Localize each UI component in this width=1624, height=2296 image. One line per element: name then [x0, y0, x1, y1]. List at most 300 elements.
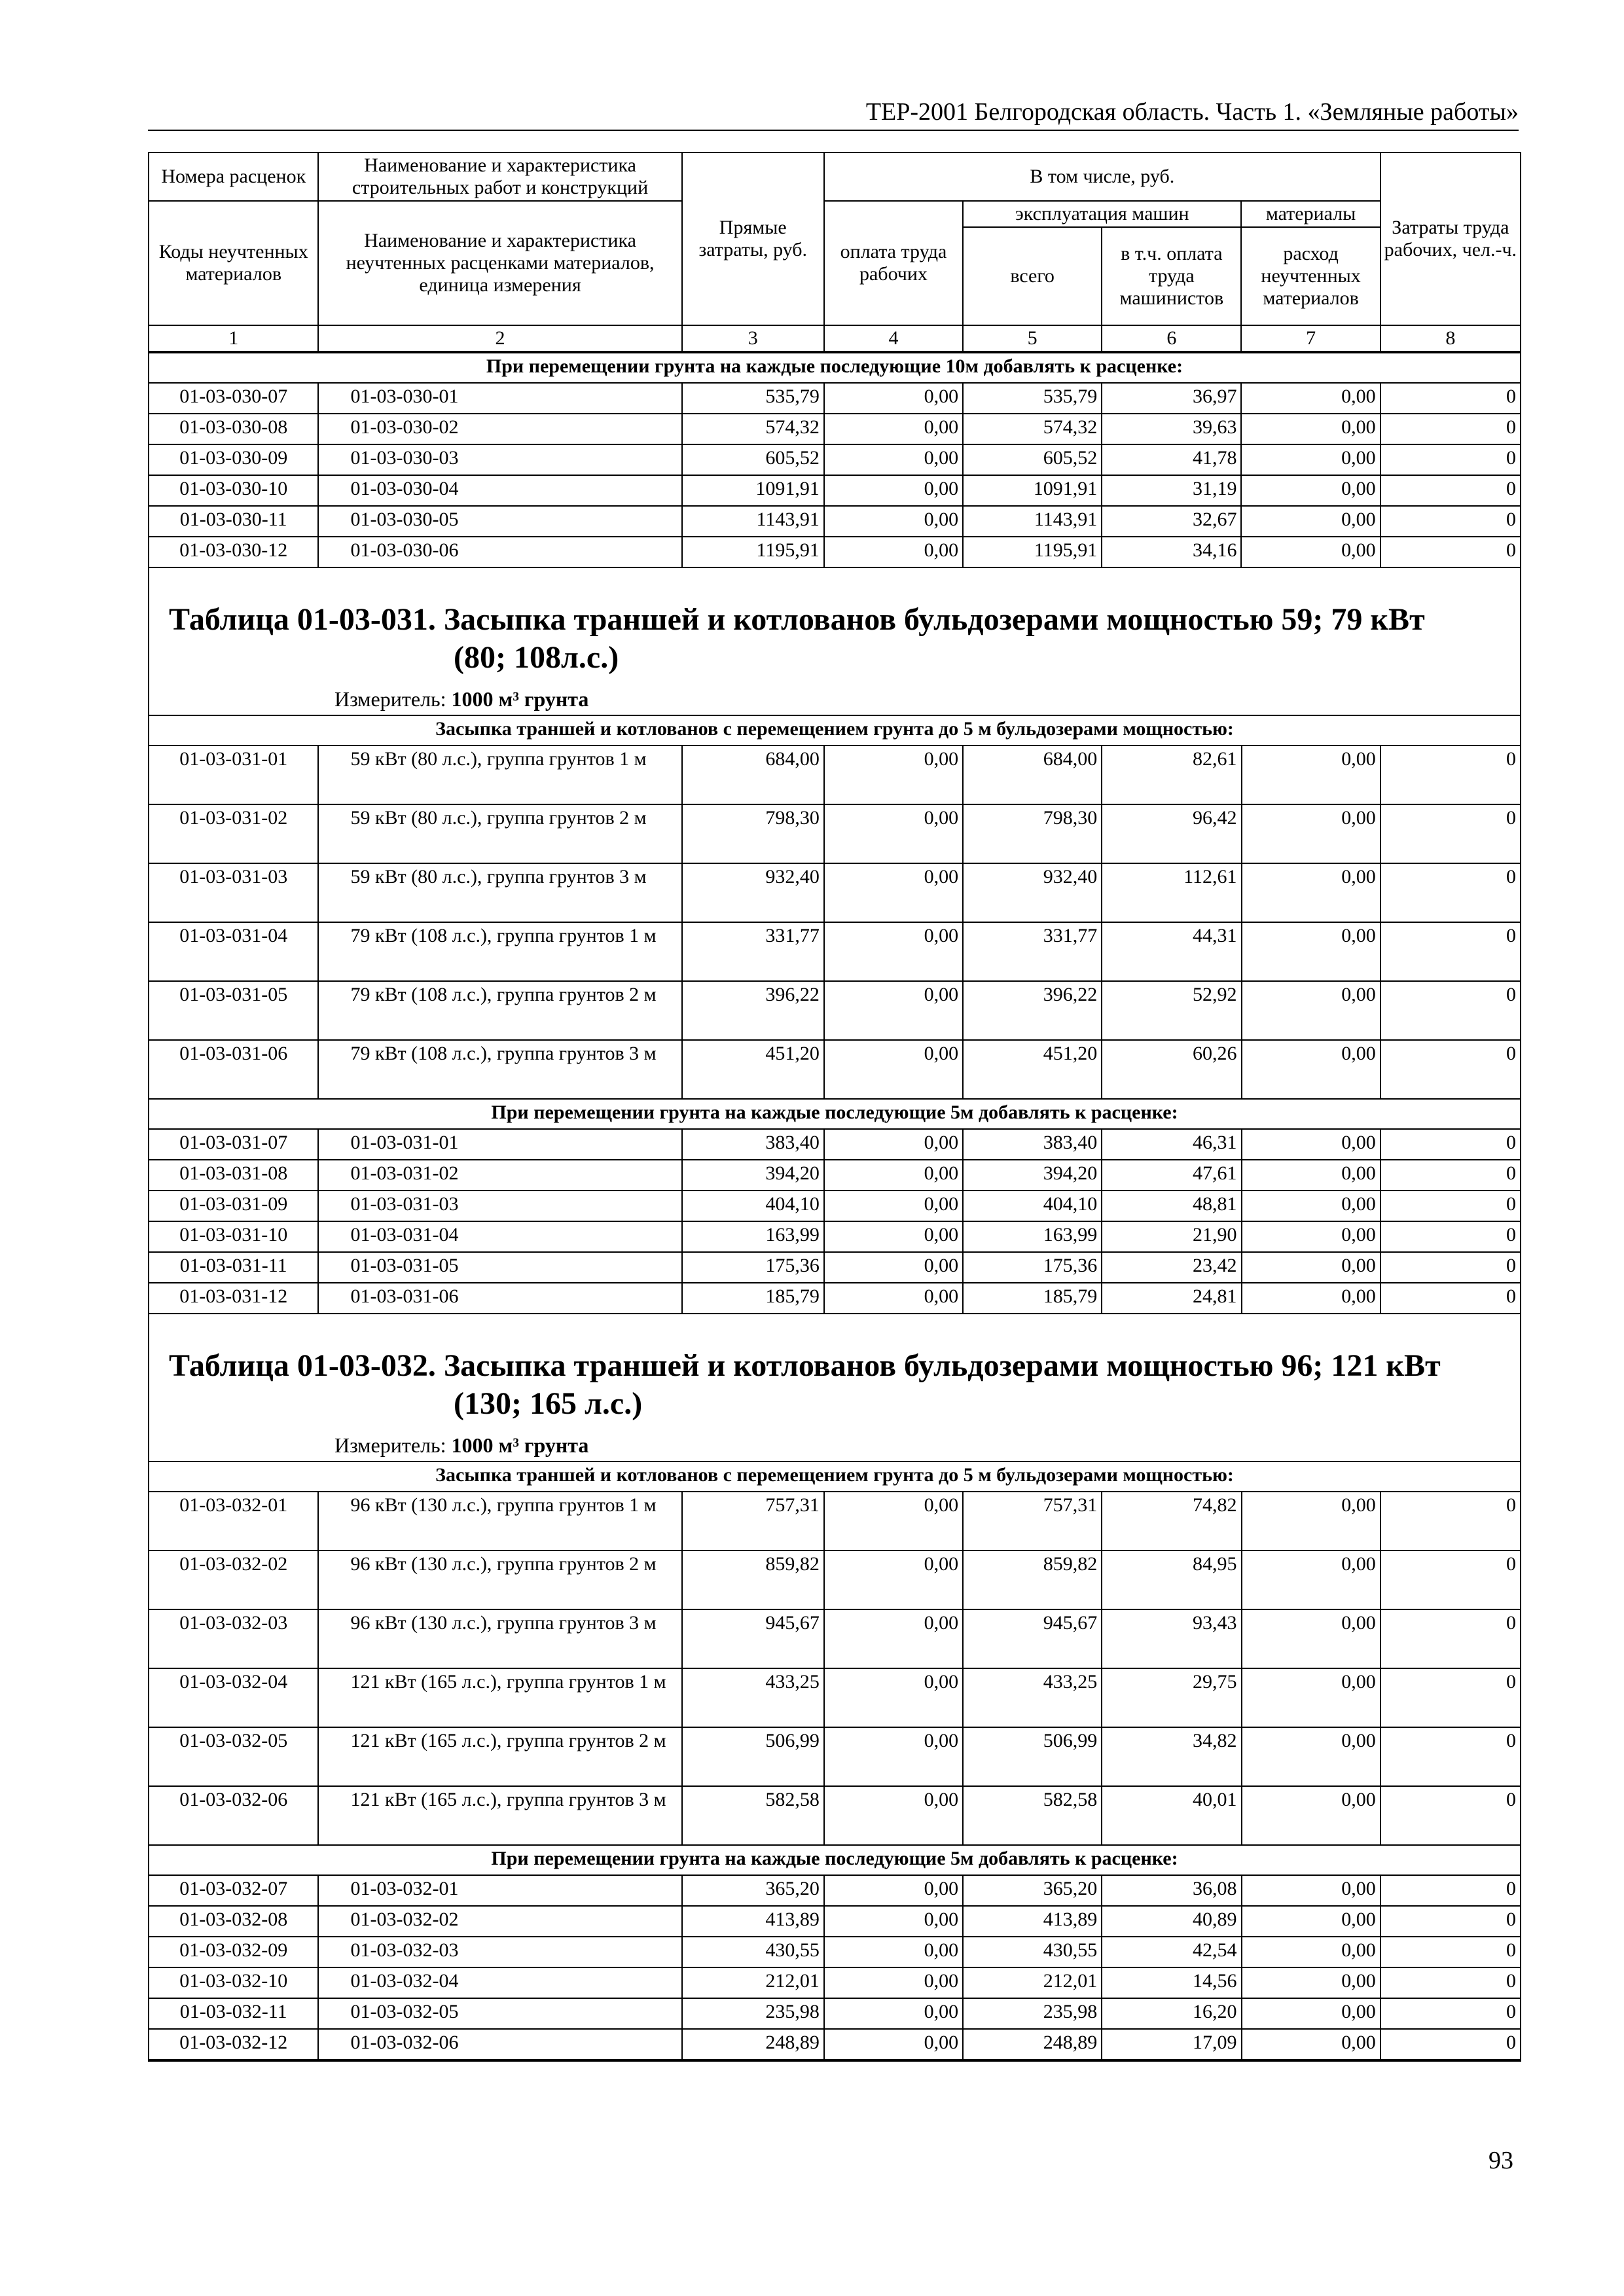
value-cell: 433,25	[963, 1668, 1102, 1727]
table-032-title-line2: (130; 165 л.с.)	[454, 1386, 643, 1421]
rate-code-cell: 01-03-032-07	[149, 1875, 318, 1906]
header-unaccounted-materials: расход неучтенных материалов	[1241, 227, 1380, 325]
value-cell: 1143,91	[682, 506, 824, 537]
value-cell: 0,00	[824, 804, 963, 863]
value-cell: 212,01	[963, 1967, 1102, 1998]
header-col-num: 5	[963, 325, 1102, 351]
value-cell: 0	[1380, 1998, 1520, 2029]
header-col-num: 1	[149, 325, 318, 351]
value-cell: 404,10	[682, 1191, 824, 1221]
base-rate-cell: 01-03-030-04	[318, 475, 681, 506]
value-cell: 1195,91	[682, 537, 824, 567]
table-031-measure	[149, 677, 1520, 715]
rate-code-cell: 01-03-031-05	[149, 981, 318, 1040]
value-cell: 0,00	[1242, 1875, 1380, 1906]
section-heading: Засыпка траншей и котлованов с перемещением грунта до 5 м бульдозерами мощностью:	[149, 715, 1520, 745]
value-cell: 396,22	[963, 981, 1102, 1040]
value-cell: 0	[1380, 1129, 1520, 1160]
base-rate-cell: 01-03-031-05	[318, 1252, 681, 1283]
value-cell: 0,00	[1242, 863, 1380, 922]
value-cell: 451,20	[682, 1040, 824, 1099]
value-cell: 163,99	[682, 1221, 824, 1252]
base-rate-cell: 01-03-031-01	[318, 1129, 681, 1160]
value-cell: 396,22	[682, 981, 824, 1040]
value-cell: 413,89	[963, 1906, 1102, 1937]
value-cell: 31,19	[1102, 475, 1241, 506]
value-cell: 0	[1380, 1906, 1520, 1937]
value-cell: 0,00	[1242, 1551, 1380, 1609]
value-cell: 175,36	[963, 1252, 1102, 1283]
value-cell: 84,95	[1102, 1551, 1241, 1609]
base-rate-cell: 01-03-032-01	[318, 1875, 681, 1906]
rate-code-cell: 01-03-031-10	[149, 1221, 318, 1252]
value-cell: 36,97	[1102, 383, 1241, 414]
table-032-title	[149, 1314, 1520, 1423]
price-sheet	[148, 152, 1521, 2062]
value-cell: 0,00	[824, 1191, 963, 1221]
value-cell: 331,77	[682, 922, 824, 981]
table-row	[149, 804, 1520, 863]
value-cell: 0,00	[1242, 1609, 1380, 1668]
value-cell: 0,00	[1242, 1727, 1380, 1786]
header-material-codes: Коды неучтенных материалов	[149, 201, 318, 325]
value-cell: 34,82	[1102, 1727, 1241, 1786]
value-cell: 383,40	[682, 1129, 824, 1160]
value-cell: 0	[1380, 414, 1520, 444]
header-col-num: 7	[1241, 325, 1380, 351]
rate-code-cell: 01-03-030-08	[149, 414, 318, 444]
value-cell: 0,00	[1242, 1160, 1380, 1191]
work-name-cell: 121 кВт (165 л.с.), группа грунтов 3 м	[318, 1786, 681, 1845]
value-cell: 24,81	[1102, 1283, 1241, 1314]
value-cell: 0	[1380, 1551, 1520, 1609]
value-cell: 40,89	[1102, 1906, 1241, 1937]
base-rate-cell: 01-03-032-06	[318, 2029, 681, 2060]
value-cell: 932,40	[682, 863, 824, 922]
header-col-num: 4	[824, 325, 963, 351]
table-row	[149, 1551, 1520, 1609]
table-row	[149, 1998, 1520, 2029]
value-cell: 0,00	[1242, 1191, 1380, 1221]
value-cell: 29,75	[1102, 1668, 1241, 1727]
value-cell: 0,00	[1242, 1221, 1380, 1252]
value-cell: 0,00	[1241, 475, 1380, 506]
value-cell: 365,20	[963, 1875, 1102, 1906]
header-machines: эксплуатация машин	[963, 201, 1241, 227]
value-cell: 0,00	[824, 1609, 963, 1668]
header-material-names: Наименование и характеристика неучтенных расценками материалов, единица измерения	[318, 201, 681, 325]
value-cell: 0	[1380, 1283, 1520, 1314]
value-cell: 74,82	[1102, 1492, 1241, 1551]
value-cell: 235,98	[682, 1998, 824, 2029]
value-cell: 42,54	[1102, 1937, 1241, 1967]
rate-code-cell: 01-03-031-12	[149, 1283, 318, 1314]
value-cell: 0	[1380, 1875, 1520, 1906]
value-cell: 60,26	[1102, 1040, 1241, 1099]
value-cell: 0	[1380, 444, 1520, 475]
value-cell: 0,00	[824, 745, 963, 804]
table-031-title-line1: Таблица 01-03-031. Засыпка траншей и котлованов бульдозерами мощностью 59; 79 кВт	[169, 602, 1425, 637]
table-row	[149, 1727, 1520, 1786]
value-cell: 0,00	[824, 383, 963, 414]
value-cell: 0,00	[1242, 981, 1380, 1040]
table-row	[149, 1668, 1520, 1727]
value-cell: 0	[1380, 2029, 1520, 2060]
rate-code-cell: 01-03-030-07	[149, 383, 318, 414]
value-cell: 248,89	[963, 2029, 1102, 2060]
value-cell: 0	[1380, 1040, 1520, 1099]
value-cell: 0	[1380, 922, 1520, 981]
measure-value: 1000 м³ грунта	[451, 1433, 589, 1457]
table-row	[149, 1906, 1520, 1937]
value-cell: 0,00	[1242, 1492, 1380, 1551]
value-cell: 404,10	[963, 1191, 1102, 1221]
table-row	[149, 1786, 1520, 1845]
table-row	[149, 506, 1520, 537]
rate-code-cell: 01-03-032-04	[149, 1668, 318, 1727]
value-cell: 394,20	[963, 1160, 1102, 1191]
rate-code-cell: 01-03-032-12	[149, 2029, 318, 2060]
base-rate-cell: 01-03-030-01	[318, 383, 681, 414]
header-operator-pay: в т.ч. оплата труда машинистов	[1102, 227, 1241, 325]
value-cell: 859,82	[963, 1551, 1102, 1609]
table-031	[149, 715, 1520, 1314]
value-cell: 1143,91	[963, 506, 1102, 537]
table-row	[149, 1283, 1520, 1314]
value-cell: 0,00	[824, 1967, 963, 1998]
table-row	[149, 1609, 1520, 1668]
value-cell: 605,52	[963, 444, 1102, 475]
base-rate-cell: 01-03-031-06	[318, 1283, 681, 1314]
value-cell: 574,32	[963, 414, 1102, 444]
base-rate-cell: 01-03-030-06	[318, 537, 681, 567]
base-rate-cell: 01-03-030-05	[318, 506, 681, 537]
base-rate-cell: 01-03-031-03	[318, 1191, 681, 1221]
table-row	[149, 537, 1520, 567]
value-cell: 0,00	[1242, 1998, 1380, 2029]
value-cell: 684,00	[682, 745, 824, 804]
value-cell: 1195,91	[963, 537, 1102, 567]
table-row	[149, 745, 1520, 804]
value-cell: 0,00	[1242, 1252, 1380, 1283]
work-name-cell: 121 кВт (165 л.с.), группа грунтов 1 м	[318, 1668, 681, 1727]
work-name-cell: 59 кВт (80 л.с.), группа грунтов 1 м	[318, 745, 681, 804]
value-cell: 0,00	[824, 2029, 963, 2060]
value-cell: 1091,91	[963, 475, 1102, 506]
block-030-table	[149, 352, 1520, 568]
table-row	[149, 414, 1520, 444]
table-row	[149, 1191, 1520, 1221]
value-cell: 0,00	[824, 981, 963, 1040]
value-cell: 535,79	[963, 383, 1102, 414]
value-cell: 0,00	[1241, 414, 1380, 444]
rate-code-cell: 01-03-032-06	[149, 1786, 318, 1845]
work-name-cell: 59 кВт (80 л.с.), группа грунтов 2 м	[318, 804, 681, 863]
value-cell: 0,00	[824, 1668, 963, 1727]
header-work-name: Наименование и характеристика строительных работ и конструкций	[318, 152, 681, 201]
value-cell: 0	[1380, 1727, 1520, 1786]
work-name-cell: 96 кВт (130 л.с.), группа грунтов 1 м	[318, 1492, 681, 1551]
rate-code-cell: 01-03-030-09	[149, 444, 318, 475]
base-rate-cell: 01-03-030-02	[318, 414, 681, 444]
work-name-cell: 96 кВт (130 л.с.), группа грунтов 2 м	[318, 1551, 681, 1609]
header-labor-hours: Затраты труда рабочих, чел.-ч.	[1380, 152, 1520, 325]
base-rate-cell: 01-03-030-03	[318, 444, 681, 475]
value-cell: 14,56	[1102, 1967, 1241, 1998]
measure-label: Измеритель:	[334, 1433, 452, 1457]
value-cell: 430,55	[682, 1937, 824, 1967]
rate-code-cell: 01-03-031-04	[149, 922, 318, 981]
value-cell: 0	[1380, 537, 1520, 567]
rate-code-cell: 01-03-031-06	[149, 1040, 318, 1099]
value-cell: 0	[1380, 1221, 1520, 1252]
value-cell: 798,30	[682, 804, 824, 863]
value-cell: 34,16	[1102, 537, 1241, 567]
base-rate-cell: 01-03-031-04	[318, 1221, 681, 1252]
value-cell: 0,00	[824, 1906, 963, 1937]
value-cell: 96,42	[1102, 804, 1241, 863]
value-cell: 0,00	[824, 537, 963, 567]
rate-code-cell: 01-03-031-07	[149, 1129, 318, 1160]
header-worker-pay: оплата труда рабочих	[824, 201, 963, 325]
table-row	[149, 1221, 1520, 1252]
value-cell: 0	[1380, 475, 1520, 506]
value-cell: 0,00	[824, 506, 963, 537]
header-col-num: 3	[682, 325, 824, 351]
page-number: 93	[1489, 2147, 1513, 2174]
table-row	[149, 1160, 1520, 1191]
table-row	[149, 922, 1520, 981]
value-cell: 0,00	[824, 1221, 963, 1252]
value-cell: 248,89	[682, 2029, 824, 2060]
value-cell: 932,40	[963, 863, 1102, 922]
value-cell: 0,00	[824, 1875, 963, 1906]
table-row	[149, 1252, 1520, 1283]
value-cell: 0,00	[1242, 1283, 1380, 1314]
value-cell: 0,00	[824, 1492, 963, 1551]
value-cell: 798,30	[963, 804, 1102, 863]
table-row	[149, 1040, 1520, 1099]
value-cell: 0,00	[824, 444, 963, 475]
rate-code-cell: 01-03-032-02	[149, 1551, 318, 1609]
value-cell: 383,40	[963, 1129, 1102, 1160]
value-cell: 757,31	[963, 1492, 1102, 1551]
value-cell: 0,00	[824, 922, 963, 981]
value-cell: 0,00	[824, 1551, 963, 1609]
value-cell: 394,20	[682, 1160, 824, 1191]
value-cell: 1091,91	[682, 475, 824, 506]
value-cell: 52,92	[1102, 981, 1241, 1040]
table-row	[149, 444, 1520, 475]
value-cell: 0,00	[1241, 506, 1380, 537]
header-rule	[148, 130, 1519, 131]
value-cell: 47,61	[1102, 1160, 1241, 1191]
value-cell: 93,43	[1102, 1609, 1241, 1668]
value-cell: 0,00	[824, 1129, 963, 1160]
table-row	[149, 2029, 1520, 2060]
value-cell: 430,55	[963, 1937, 1102, 1967]
value-cell: 41,78	[1102, 444, 1241, 475]
value-cell: 0,00	[1241, 444, 1380, 475]
value-cell: 0,00	[824, 1937, 963, 1967]
value-cell: 48,81	[1102, 1191, 1241, 1221]
measure-label: Измеритель:	[334, 687, 452, 711]
table-032-measure	[149, 1423, 1520, 1461]
value-cell: 574,32	[682, 414, 824, 444]
section-heading: При перемещении грунта на каждые последующие 5м добавлять к расценке:	[149, 1099, 1520, 1129]
table-032	[149, 1461, 1520, 2060]
value-cell: 0	[1380, 1937, 1520, 1967]
value-cell: 0,00	[824, 1160, 963, 1191]
header-direct-costs: Прямые затраты, руб.	[682, 152, 824, 325]
section-heading: При перемещении грунта на каждые последующие 5м добавлять к расценке:	[149, 1845, 1520, 1875]
value-cell: 0	[1380, 1252, 1520, 1283]
value-cell: 212,01	[682, 1967, 824, 1998]
header-col-num: 2	[318, 325, 681, 351]
value-cell: 82,61	[1102, 745, 1241, 804]
table-row	[149, 863, 1520, 922]
table-row	[149, 1967, 1520, 1998]
value-cell: 175,36	[682, 1252, 824, 1283]
value-cell: 235,98	[963, 1998, 1102, 2029]
value-cell: 36,08	[1102, 1875, 1241, 1906]
rate-code-cell: 01-03-030-12	[149, 537, 318, 567]
running-head: ТЕР-2001 Белгородская область. Часть 1. «Земляные работы»	[865, 98, 1519, 126]
value-cell: 44,31	[1102, 922, 1241, 981]
base-rate-cell: 01-03-032-04	[318, 1967, 681, 1998]
rate-code-cell: 01-03-032-10	[149, 1967, 318, 1998]
value-cell: 451,20	[963, 1040, 1102, 1099]
value-cell: 331,77	[963, 922, 1102, 981]
value-cell: 0	[1380, 506, 1520, 537]
value-cell: 0,00	[1242, 1040, 1380, 1099]
value-cell: 0	[1380, 1609, 1520, 1668]
work-name-cell: 96 кВт (130 л.с.), группа грунтов 3 м	[318, 1609, 681, 1668]
value-cell: 17,09	[1102, 2029, 1241, 2060]
value-cell: 945,67	[963, 1609, 1102, 1668]
table-row	[149, 1492, 1520, 1551]
rate-code-cell: 01-03-032-08	[149, 1906, 318, 1937]
rate-code-cell: 01-03-032-11	[149, 1998, 318, 2029]
table-row	[149, 1875, 1520, 1906]
value-cell: 757,31	[682, 1492, 824, 1551]
value-cell: 605,52	[682, 444, 824, 475]
base-rate-cell: 01-03-032-02	[318, 1906, 681, 1937]
value-cell: 23,42	[1102, 1252, 1241, 1283]
section-heading: Засыпка траншей и котлованов с перемещением грунта до 5 м бульдозерами мощностью:	[149, 1462, 1520, 1492]
value-cell: 0,00	[824, 1727, 963, 1786]
value-cell: 0	[1380, 745, 1520, 804]
value-cell: 21,90	[1102, 1221, 1241, 1252]
value-cell: 0,00	[824, 863, 963, 922]
rate-code-cell: 01-03-031-02	[149, 804, 318, 863]
header-col-num: 6	[1102, 325, 1241, 351]
value-cell: 0,00	[1242, 804, 1380, 863]
value-cell: 0,00	[1242, 2029, 1380, 2060]
header-materials: материалы	[1241, 201, 1380, 227]
value-cell: 0	[1380, 804, 1520, 863]
value-cell: 945,67	[682, 1609, 824, 1668]
value-cell: 535,79	[682, 383, 824, 414]
value-cell: 0	[1380, 1492, 1520, 1551]
value-cell: 506,99	[963, 1727, 1102, 1786]
work-name-cell: 79 кВт (108 л.с.), группа грунтов 1 м	[318, 922, 681, 981]
value-cell: 859,82	[682, 1551, 824, 1609]
value-cell: 0,00	[824, 1283, 963, 1314]
value-cell: 32,67	[1102, 506, 1241, 537]
value-cell: 0,00	[824, 1252, 963, 1283]
value-cell: 0	[1380, 1160, 1520, 1191]
value-cell: 413,89	[682, 1906, 824, 1937]
value-cell: 365,20	[682, 1875, 824, 1906]
value-cell: 433,25	[682, 1668, 824, 1727]
rate-code-cell: 01-03-031-08	[149, 1160, 318, 1191]
value-cell: 0	[1380, 1668, 1520, 1727]
value-cell: 40,01	[1102, 1786, 1241, 1845]
value-cell: 112,61	[1102, 863, 1241, 922]
table-row	[149, 475, 1520, 506]
value-cell: 0,00	[1241, 383, 1380, 414]
table-row	[149, 1937, 1520, 1967]
rate-code-cell: 01-03-032-05	[149, 1727, 318, 1786]
value-cell: 0,00	[1242, 745, 1380, 804]
value-cell: 0	[1380, 981, 1520, 1040]
base-rate-cell: 01-03-032-03	[318, 1937, 681, 1967]
value-cell: 0,00	[824, 1786, 963, 1845]
base-rate-cell: 01-03-032-05	[318, 1998, 681, 2029]
value-cell: 0	[1380, 383, 1520, 414]
header-machines-total: всего	[963, 227, 1102, 325]
value-cell: 0,00	[824, 1998, 963, 2029]
value-cell: 506,99	[682, 1727, 824, 1786]
value-cell: 0,00	[1242, 1129, 1380, 1160]
table-row	[149, 383, 1520, 414]
value-cell: 185,79	[682, 1283, 824, 1314]
value-cell: 39,63	[1102, 414, 1241, 444]
measure-value: 1000 м³ грунта	[451, 687, 589, 711]
value-cell: 684,00	[963, 745, 1102, 804]
rate-code-cell: 01-03-031-01	[149, 745, 318, 804]
value-cell: 0	[1380, 1191, 1520, 1221]
section-heading: При перемещении грунта на каждые последующие 10м добавлять к расценке:	[149, 353, 1520, 383]
value-cell: 46,31	[1102, 1129, 1241, 1160]
rate-code-cell: 01-03-030-10	[149, 475, 318, 506]
value-cell: 16,20	[1102, 1998, 1241, 2029]
table-row	[149, 981, 1520, 1040]
column-header	[149, 152, 1520, 352]
value-cell: 582,58	[963, 1786, 1102, 1845]
rate-code-cell: 01-03-032-09	[149, 1937, 318, 1967]
value-cell: 0	[1380, 1786, 1520, 1845]
header-including: В том числе, руб.	[824, 152, 1380, 201]
value-cell: 0,00	[1242, 1786, 1380, 1845]
value-cell: 185,79	[963, 1283, 1102, 1314]
table-032-title-line1: Таблица 01-03-032. Засыпка траншей и котлованов бульдозерами мощностью 96; 121 кВт	[169, 1348, 1441, 1383]
work-name-cell: 59 кВт (80 л.с.), группа грунтов 3 м	[318, 863, 681, 922]
rate-code-cell: 01-03-031-03	[149, 863, 318, 922]
value-cell: 0,00	[1242, 1668, 1380, 1727]
header-rate-numbers: Номера расценок	[149, 152, 318, 201]
work-name-cell: 79 кВт (108 л.с.), группа грунтов 2 м	[318, 981, 681, 1040]
value-cell: 163,99	[963, 1221, 1102, 1252]
table-row	[149, 1129, 1520, 1160]
value-cell: 0,00	[1242, 1967, 1380, 1998]
value-cell: 0,00	[824, 1040, 963, 1099]
value-cell: 0,00	[1241, 537, 1380, 567]
header-col-num: 8	[1380, 325, 1520, 351]
value-cell: 0	[1380, 863, 1520, 922]
rate-code-cell: 01-03-031-09	[149, 1191, 318, 1221]
